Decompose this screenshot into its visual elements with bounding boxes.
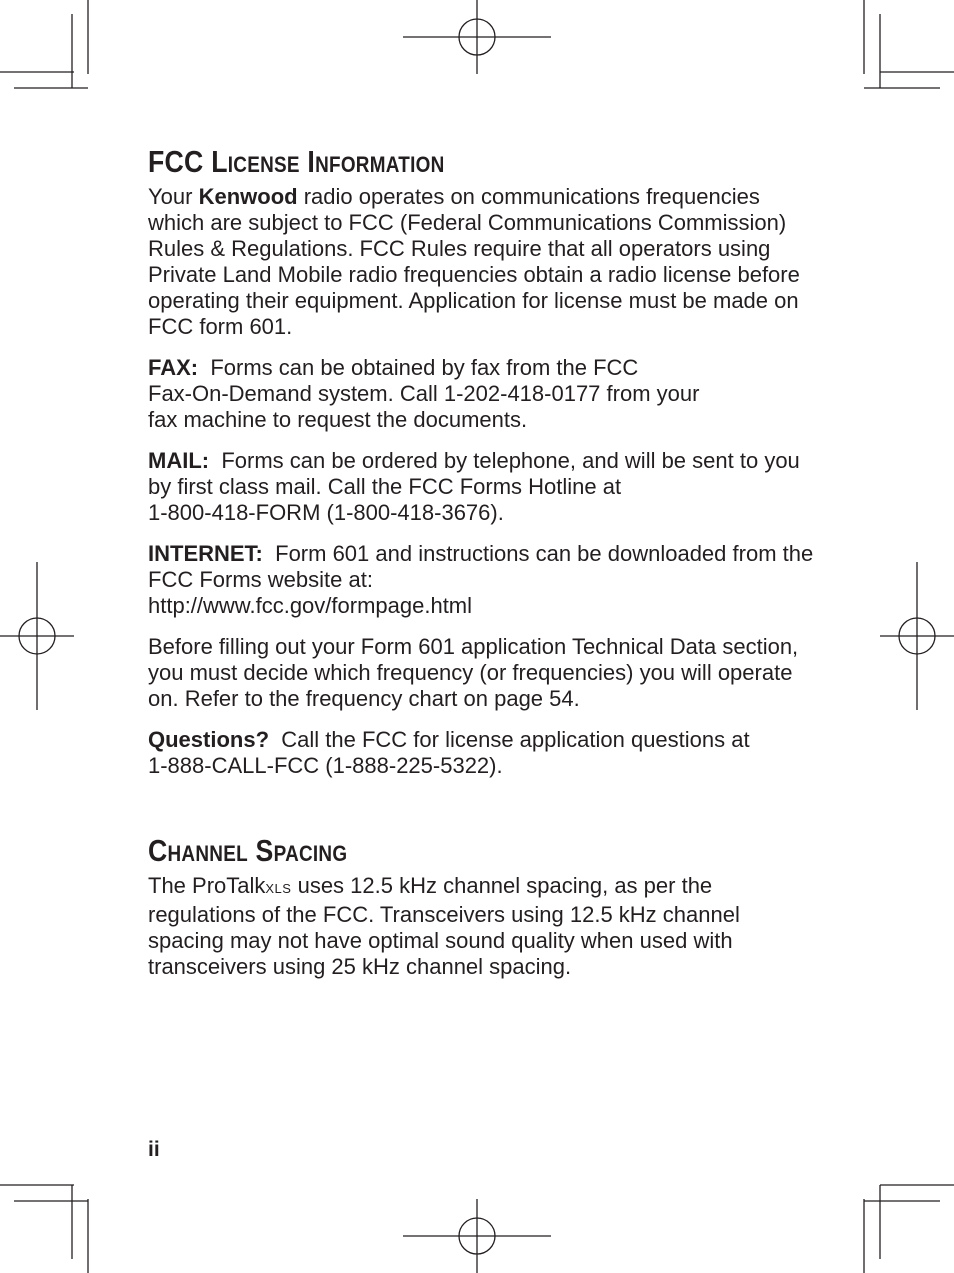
intro-text-start: Your: [148, 184, 199, 209]
license-intro-paragraph: [148, 184, 818, 340]
page-content: [148, 140, 818, 995]
before-filling-paragraph: Before filling out your Form 601 application Technical Data section, you must decide which frequency (or frequencies) you will operate on. Refer to the frequency chart on page 54.: [148, 634, 799, 711]
fax-text-line2: Fax-On-Demand system. Call 1-202-418-0177 from your: [148, 381, 700, 406]
page-number: ii: [148, 1138, 160, 1161]
mail-label: MAIL:: [148, 448, 210, 473]
mail-phone: 1-800-418-FORM (1-800-418-3676).: [148, 500, 504, 525]
internet-label: INTERNET:: [148, 541, 263, 566]
model-suffix: XLS: [265, 881, 292, 896]
questions-paragraph: [148, 727, 818, 779]
fax-paragraph: [148, 355, 818, 433]
fcc-license-heading: FCC License Information: [148, 144, 445, 179]
internet-text: Form 601 and instructions can be downloaded from the FCC Forms website at:: [148, 541, 814, 592]
spacing-text-start: The ProTalk: [148, 873, 266, 898]
spacing-text-rest: uses 12.5 kHz channel spacing, as per the regulations of the FCC. Transceivers using 12.5 kHz channel spacing may not have optimal sound quality when used with transceivers using 25 kHz channel spacing.: [148, 873, 740, 979]
intro-text-rest: radio operates on communications frequencies which are subject to FCC (Federal Communications Commission) Rules & Regulations. FCC Rules require that all operators using Private Land Mobile radio frequencies obtain a radio license before operating their equipment. Application for license must be made on FCC form 601.: [148, 184, 800, 339]
questions-label: Questions?: [148, 727, 270, 752]
questions-text: Call the FCC for license application questions at: [281, 727, 750, 752]
mail-paragraph: [148, 448, 818, 526]
mail-text: Forms can be ordered by telephone, and will be sent to you by first class mail. Call the FCC Forms Hotline at: [148, 448, 800, 499]
channel-spacing-paragraph: [148, 873, 818, 980]
internet-paragraph: [148, 541, 818, 619]
questions-phone: 1-888-CALL-FCC (1-888-225-5322).: [148, 753, 503, 778]
channel-spacing-heading: Channel Spacing: [148, 833, 348, 868]
brand-name: Kenwood: [198, 184, 298, 209]
fcc-forms-url: http://www.fcc.gov/formpage.html: [148, 593, 473, 618]
fax-label: FAX:: [148, 355, 199, 380]
fax-text-line3: fax machine to request the documents.: [148, 407, 528, 432]
fax-text-line1: Forms can be obtained by fax from the FCC: [210, 355, 639, 380]
